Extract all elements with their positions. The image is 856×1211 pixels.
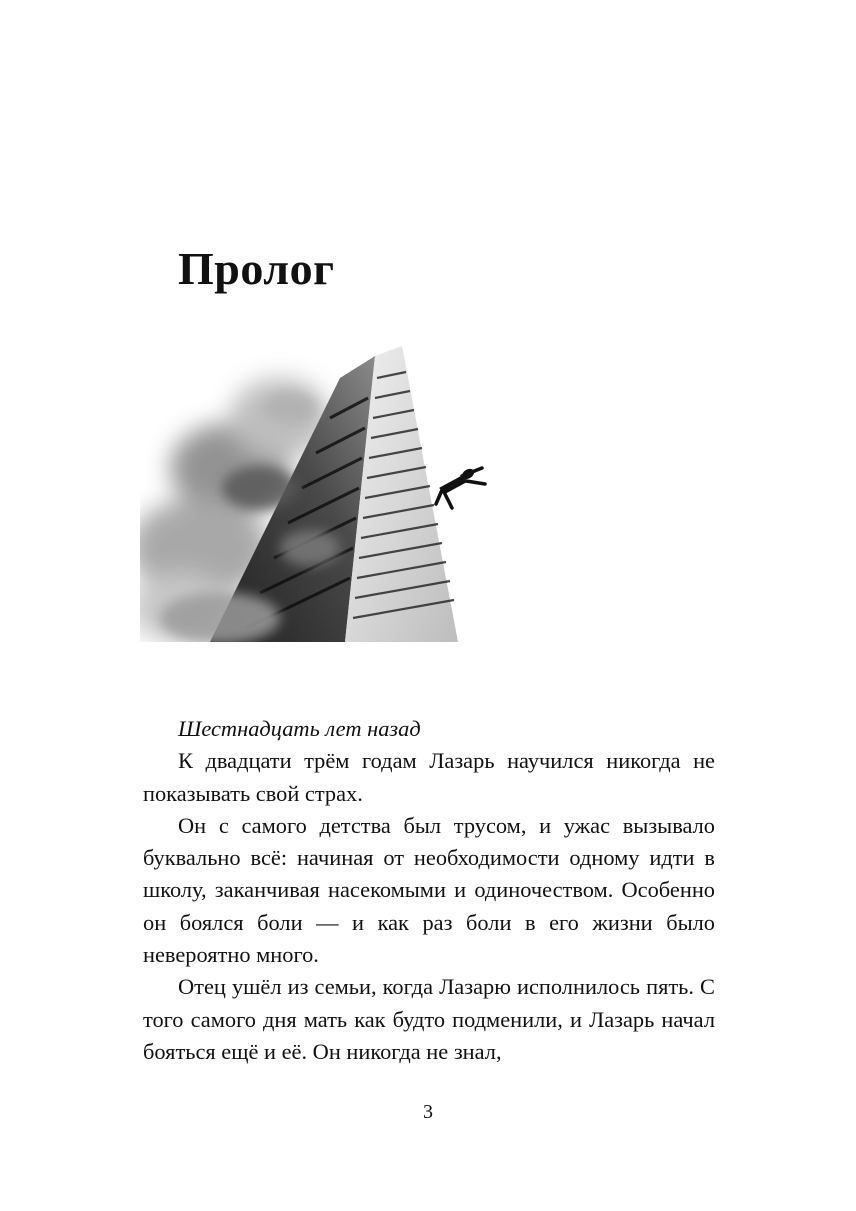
page-number: 3 [423, 1101, 433, 1123]
paragraph: Он с самого детства был трусом, и ужас вызывало буквально всё: начиная от необходимости одному идти в школу, заканчивая насекомыми и одиночеством. Особенно он боялся боли — и как раз боли в его жизни было невероятно много. [143, 812, 715, 968]
skyscraper-illustration [140, 318, 720, 642]
falling-figure-icon [436, 468, 485, 508]
paragraph: Отец ушёл из семьи, когда Лазарю исполнилось пять. С того самого дня мать как будто подменили, и Лазарь начал бояться ещё и её. Он никогда не знал, [143, 974, 715, 1064]
paragraph: К двадцати трём годам Лазарь научился никогда не показывать свой страх. [143, 748, 715, 806]
chapter-body [143, 713, 715, 1068]
epigraph: Шестнадцать лет назад [178, 716, 421, 741]
chapter-title: Пролог [178, 243, 335, 294]
